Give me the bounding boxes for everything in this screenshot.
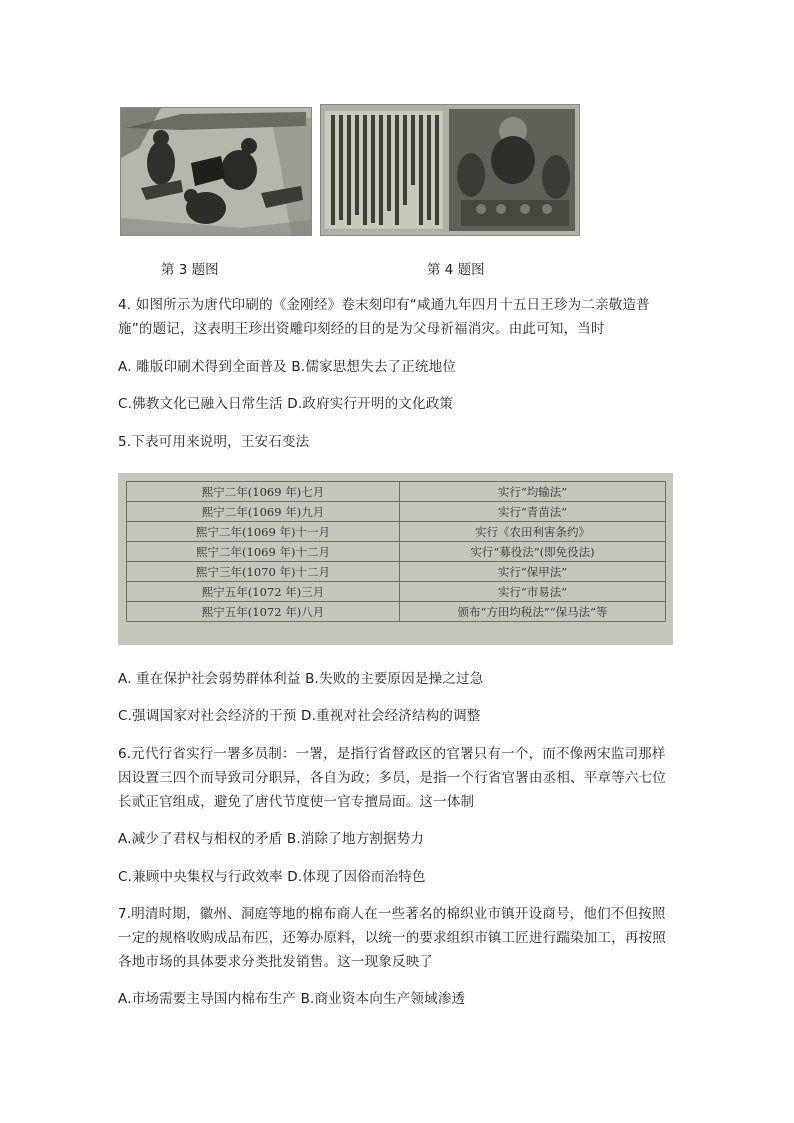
table-row (127, 562, 666, 582)
table-cell-event: 实行“保甲法” (400, 562, 666, 582)
table-cell-event: 实行“青苗法” (400, 502, 666, 522)
figure-4-caption: 第 4 题图 (427, 262, 485, 278)
table-cell-event: 颁布“方田均税法”“保马法”等 (400, 602, 666, 622)
figure-4-image (320, 104, 580, 236)
table-cell-event: 实行“均输法” (400, 482, 666, 502)
q5-options-line-1: A. 重在保护社会弱势群体利益 B.失败的主要原因是操之过急 (118, 671, 484, 687)
table-row (127, 602, 666, 622)
table-row (127, 582, 666, 602)
table-cell-date: 熙宁二年(1069 年)十二月 (127, 542, 400, 562)
table-row (127, 542, 666, 562)
q4-options-line-1: A. 雕版印刷术得到全面普及 B.儒家思想失去了正统地位 (118, 359, 457, 375)
table-cell-date: 熙宁二年(1069 年)七月 (127, 482, 400, 502)
table-cell-event: 实行“市易法” (400, 582, 666, 602)
table-row (127, 522, 666, 542)
q6-options-line-1: A.减少了君权与相权的矛盾 B.消除了地方割据势力 (118, 831, 425, 847)
table-cell-date: 熙宁二年(1069 年)十一月 (127, 522, 400, 542)
q4-options-line-2: C.佛教文化已融入日常生活 D.政府实行开明的文化政策 (118, 396, 454, 412)
figure-3-caption: 第 3 题图 (161, 262, 219, 278)
q6-stem-line-2: 因设置三四个而导致司分职异，各自为政；多员，是指一个行省官署由丞相、平章等六七位 (118, 770, 666, 786)
q7-stem-line-3: 各地市场的具体要求分类批发销售。这一现象反映了 (118, 954, 434, 970)
table-row (127, 482, 666, 502)
q6-stem-line-3: 长贰正官组成，避免了唐代节度使一官专擅局面。这一体制 (118, 794, 475, 810)
q6-stem-line-1: 6.元代行省实行一署多员制：一署，是指行省督政区的官署只有一个，而不像两宋监司那样 (118, 746, 666, 762)
q7-stem-line-1: 7.明清时期，徽州、洞庭等地的棉布商人在一些著名的棉织业市镇开设商号，他们不但按照 (118, 906, 666, 922)
q4-stem-line-1: 4. 如图所示为唐代印刷的《金刚经》卷末刻印有“咸通九年四月十五日王珍为二亲敬造普 (118, 297, 650, 313)
q4-stem-line-2: 施”的题记，这表明王珍出资雕印刻经的目的是为父母祈福消灾。由此可知，当时 (118, 321, 605, 337)
table-cell-date: 熙宁五年(1072 年)八月 (127, 602, 400, 622)
table-cell-event: 实行“募役法”(即免役法) (400, 542, 666, 562)
q7-options-line-1: A.市场需要主导国内棉布生产 B.商业资本向生产领域渗透 (118, 991, 466, 1007)
table-cell-date: 熙宁二年(1069 年)九月 (127, 502, 400, 522)
q5-table (126, 481, 666, 622)
q5-stem: 5.下表可用来说明，王安石变法 (118, 434, 310, 450)
table-row (127, 502, 666, 522)
figure-3-image (120, 107, 312, 236)
table-cell-event: 实行《农田利害条约》 (400, 522, 666, 542)
table-cell-date: 熙宁三年(1070 年)十二月 (127, 562, 400, 582)
table-cell-date: 熙宁五年(1072 年)三月 (127, 582, 400, 602)
q5-options-line-2: C.强调国家对社会经济的干预 D.重视对社会经济结构的调整 (118, 708, 481, 724)
q6-options-line-2: C.兼顾中央集权与行政效率 D.体现了因俗而治特色 (118, 869, 426, 885)
q5-table-image (118, 473, 673, 645)
q7-stem-line-2: 一定的规格收购成品布匹，还筹办原料，以统一的要求组织市镇工匠进行踹染加工，再按照 (118, 930, 666, 946)
